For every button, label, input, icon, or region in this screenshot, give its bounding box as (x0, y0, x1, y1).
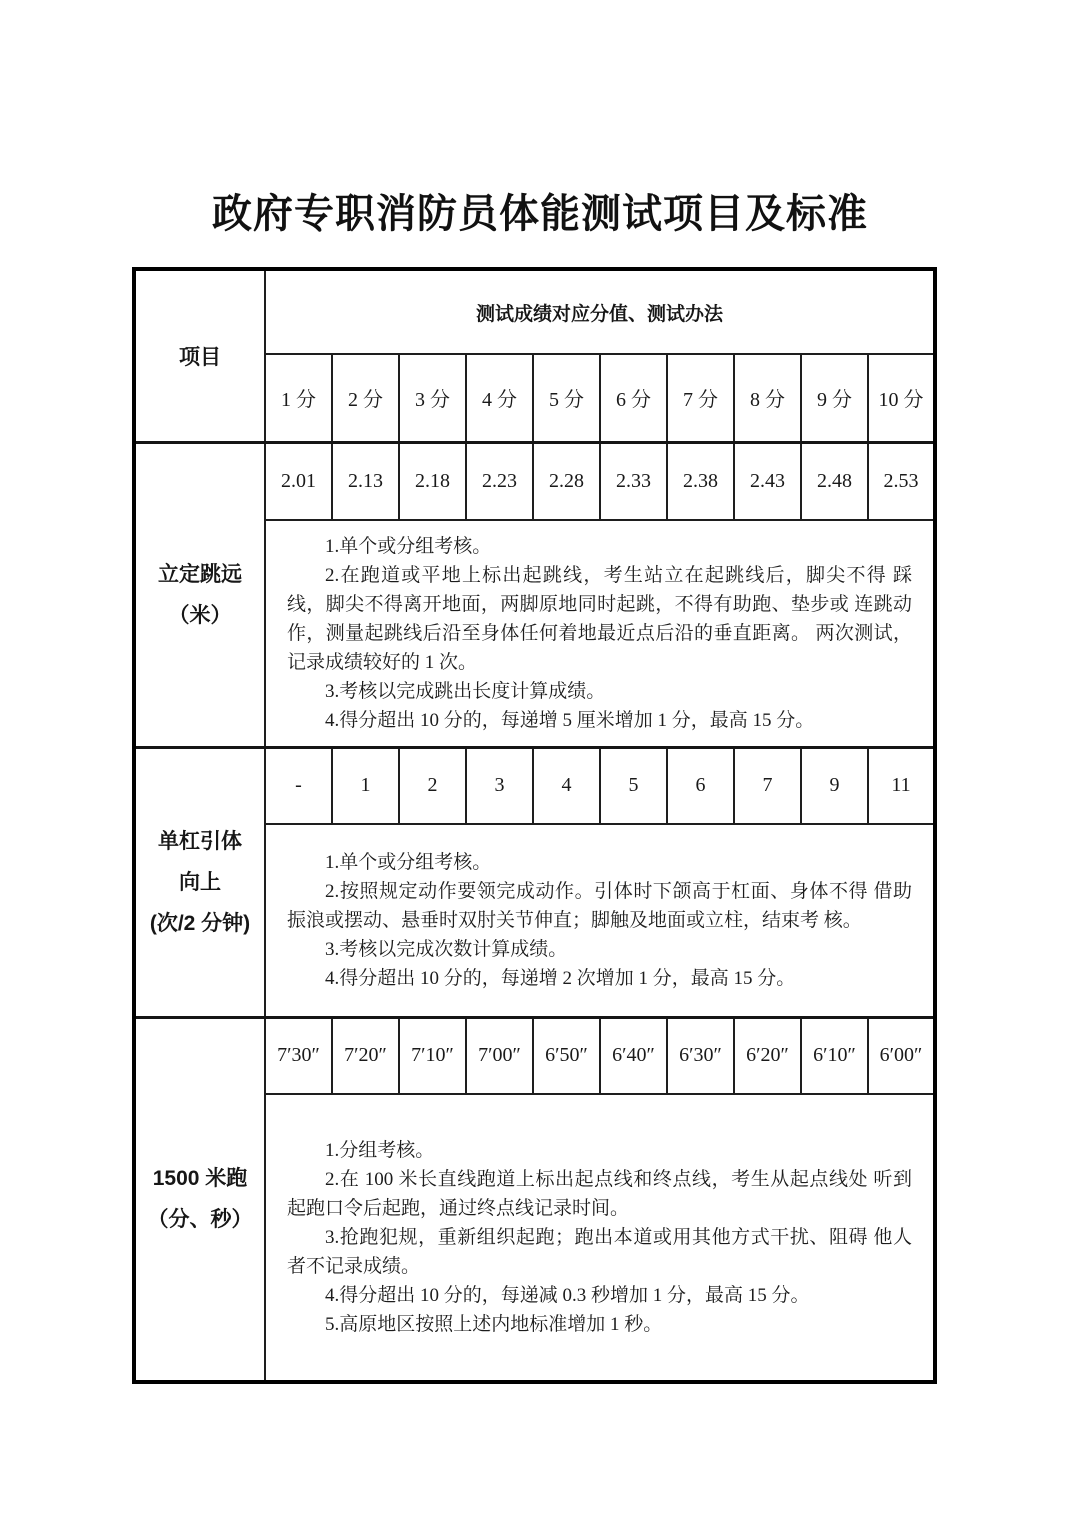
score-value-cell: 9 (801, 747, 868, 824)
score-value-cell: 6′20″ (734, 1017, 801, 1094)
score-col-header-8: 8 分 (734, 354, 801, 442)
item-label-line: 向上 (179, 870, 221, 894)
method-step: 4.得分超出 10 分的，每递增 2 次增加 1 分，最高 15 分。 (325, 967, 796, 989)
score-value-cell: 7 (734, 747, 801, 824)
score-col-header-3: 3 分 (399, 354, 466, 442)
score-col-header-2: 2 分 (332, 354, 399, 442)
score-value-cell: 2.13 (332, 442, 399, 520)
score-value-cell: - (265, 747, 332, 824)
score-value-cell: 2.23 (466, 442, 533, 520)
page-title: 政府专职消防员体能测试项目及标准 (212, 191, 868, 236)
score-value-cell: 6′10″ (801, 1017, 868, 1094)
score-col-header-7: 7 分 (667, 354, 734, 442)
method-step: 2.在跑道或平地上标出起跳线，考生站立在起跳线后，脚尖不得 踩线，脚尖不得离开地面，两脚原地同时起跳，不得有助跑、垫步或 连跳动作，测量起跳线后沿至身体任何着地最近点后沿的垂直距离。 两次测试，记录成绩较好的 1 次。 (287, 564, 913, 673)
item-label-line: （米） (168, 603, 232, 627)
score-col-header-6: 6 分 (600, 354, 667, 442)
score-value-cell: 5 (600, 747, 667, 824)
pull-up-method-cell (265, 824, 935, 1017)
item-label-line: 立定跳远 (158, 562, 242, 586)
score-value-cell: 2.01 (265, 442, 332, 520)
method-step: 4.得分超出 10 分的，每递增 5 厘米增加 1 分，最高 15 分。 (325, 709, 815, 731)
method-step: 3.考核以完成跳出长度计算成绩。 (325, 680, 606, 702)
score-col-header-1: 1 分 (265, 354, 332, 442)
score-value-cell: 7′20″ (332, 1017, 399, 1094)
method-step: 1.单个或分组考核。 (325, 851, 492, 873)
score-col-header-10: 10 分 (868, 354, 935, 442)
pull-up-label-cell (134, 747, 265, 1017)
score-value-cell: 6′50″ (533, 1017, 600, 1094)
score-value-cell: 6′00″ (868, 1017, 935, 1094)
run-values-row (134, 1017, 935, 1094)
score-value-cell: 4 (533, 747, 600, 824)
method-step: 1.分组考核。 (325, 1140, 435, 1161)
score-col-header-4: 4 分 (466, 354, 533, 442)
header-row-top (134, 269, 935, 354)
item-label-line: (次/2 分钟) (149, 911, 251, 935)
score-value-cell: 2.28 (533, 442, 600, 520)
score-value-cell: 7′30″ (265, 1017, 332, 1094)
run-method-cell (265, 1094, 935, 1382)
method-step: 2.在 100 米长直线跑道上标出起点线和终点线，考生从起点线处 听到起跑口令后起跑，通过终点线记录时间。 (287, 1169, 913, 1219)
score-value-cell: 3 (466, 747, 533, 824)
score-value-cell: 6 (667, 747, 734, 824)
score-value-cell: 6′30″ (667, 1017, 734, 1094)
item-label-line: 单杠引体 (158, 829, 242, 853)
score-value-cell: 2.38 (667, 442, 734, 520)
score-value-cell: 11 (868, 747, 935, 824)
score-value-cell: 2.33 (600, 442, 667, 520)
method-step: 5.高原地区按照上述内地标准增加 1 秒。 (325, 1314, 663, 1335)
pull-up-values-row (134, 747, 935, 824)
fitness-test-table (132, 267, 937, 1384)
score-value-cell: 2.53 (868, 442, 935, 520)
long-jump-label-cell (134, 442, 265, 747)
method-step: 3.考核以完成次数计算成绩。 (325, 938, 568, 960)
item-label-line: （分、秒） (147, 1208, 253, 1232)
score-value-cell: 2.48 (801, 442, 868, 520)
method-step: 1.单个或分组考核。 (325, 535, 492, 557)
method-step: 3.抢跑犯规，重新组织起跑；跑出本道或用其他方式干扰、阻碍 他人者不记录成绩。 (287, 1227, 913, 1277)
score-value-cell: 2.18 (399, 442, 466, 520)
score-value-cell: 7′00″ (466, 1017, 533, 1094)
score-method-header-cell: 测试成绩对应分值、测试办法 (265, 269, 935, 354)
score-col-header-5: 5 分 (533, 354, 600, 442)
item-label-line: 1500 米跑 (152, 1167, 248, 1191)
long-jump-method-cell (265, 520, 935, 747)
score-value-cell: 6′40″ (600, 1017, 667, 1094)
score-value-cell: 7′10″ (399, 1017, 466, 1094)
score-value-cell: 2 (399, 747, 466, 824)
score-value-cell: 1 (332, 747, 399, 824)
method-step: 2.按照规定动作要领完成动作。引体时下颌高于杠面、身体不得 借助振浪或摆动、悬垂时双肘关节伸直；脚触及地面或立柱，结束考 核。 (287, 880, 913, 931)
project-header-cell: 项目 (134, 269, 265, 442)
score-value-cell: 2.43 (734, 442, 801, 520)
method-step: 4.得分超出 10 分的，每递减 0.3 秒增加 1 分，最高 15 分。 (325, 1285, 810, 1306)
long-jump-values-row (134, 442, 935, 520)
run-label-cell (134, 1017, 265, 1382)
score-col-header-9: 9 分 (801, 354, 868, 442)
